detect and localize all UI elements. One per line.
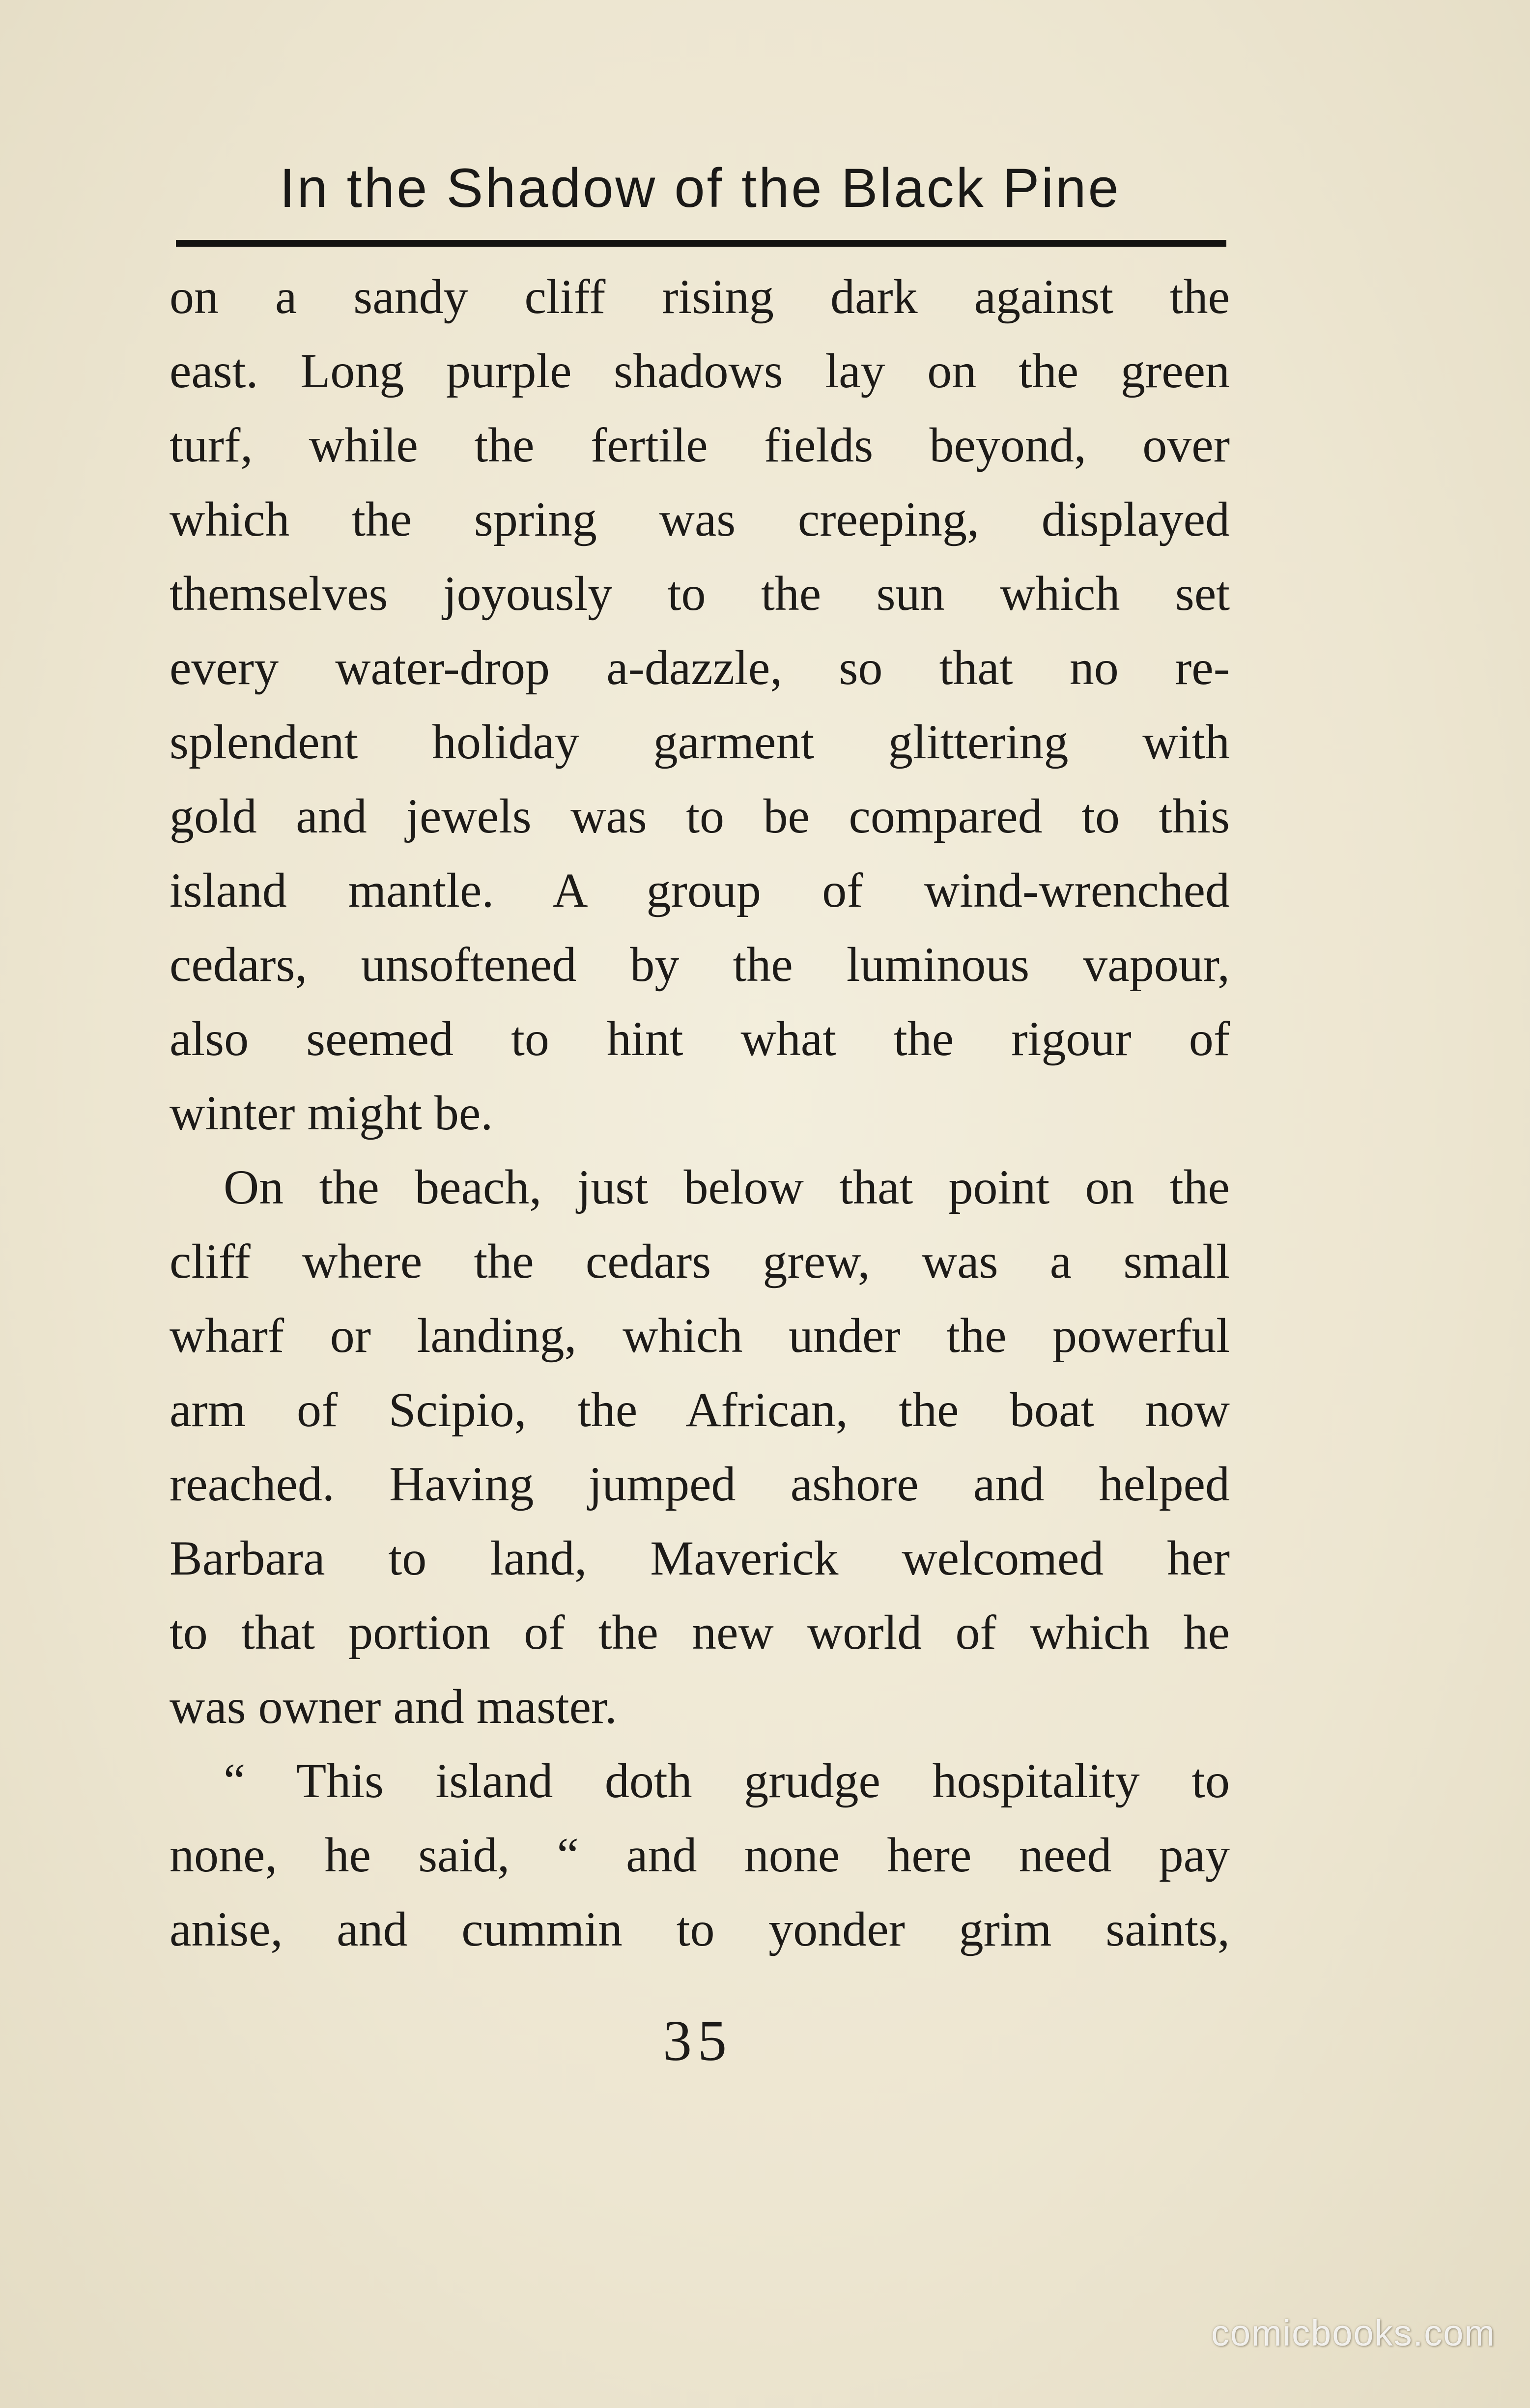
- text-line: On the beach, just below that point on the: [224, 1160, 1230, 1214]
- running-head: In the Shadow of the Black Pine: [280, 157, 1121, 219]
- text-line: to that portion of the new world of which he: [170, 1605, 1230, 1660]
- watermark: comicbooks.com: [1211, 2313, 1496, 2353]
- text-line: also seemed to hint what the rigour of: [170, 1011, 1230, 1066]
- header-rule: [176, 240, 1226, 247]
- text-line: cliff where the cedars grew, was a small: [170, 1234, 1230, 1289]
- text-line: was owner and master.: [170, 1679, 617, 1734]
- text-line: island mantle. A group of wind-wrenched: [170, 863, 1230, 917]
- text-line: none, he said, “ and none here need pay: [170, 1828, 1230, 1882]
- text-line: cedars, unsoftened by the luminous vapour,: [170, 937, 1230, 992]
- text-line: gold and jewels was to be compared to this: [170, 789, 1230, 843]
- text-line: turf, while the fertile fields beyond, over: [170, 418, 1230, 472]
- text-line: on a sandy cliff rising dark against the: [170, 269, 1230, 324]
- text-line: which the spring was creeping, displayed: [170, 492, 1230, 546]
- text-line: themselves joyously to the sun which set: [170, 566, 1230, 621]
- text-line: every water-drop a-dazzle, so that no re-: [170, 640, 1230, 695]
- text-line: arm of Scipio, the African, the boat now: [170, 1382, 1230, 1437]
- text-line: splendent holiday garment glittering with: [170, 715, 1230, 769]
- text-line: winter might be.: [170, 1086, 493, 1140]
- text-line: Barbara to land, Maverick welcomed her: [170, 1531, 1230, 1585]
- text-line: “ This island doth grudge hospitality to: [224, 1753, 1230, 1808]
- text-line: east. Long purple shadows lay on the green: [170, 344, 1230, 398]
- page-number: 35: [663, 2008, 733, 2073]
- body-text: [170, 259, 1230, 1966]
- text-line: reached. Having jumped ashore and helped: [170, 1457, 1230, 1511]
- text-line: wharf or landing, which under the powerful: [170, 1308, 1230, 1363]
- text-line: anise, and cummin to yonder grim saints,: [170, 1902, 1230, 1956]
